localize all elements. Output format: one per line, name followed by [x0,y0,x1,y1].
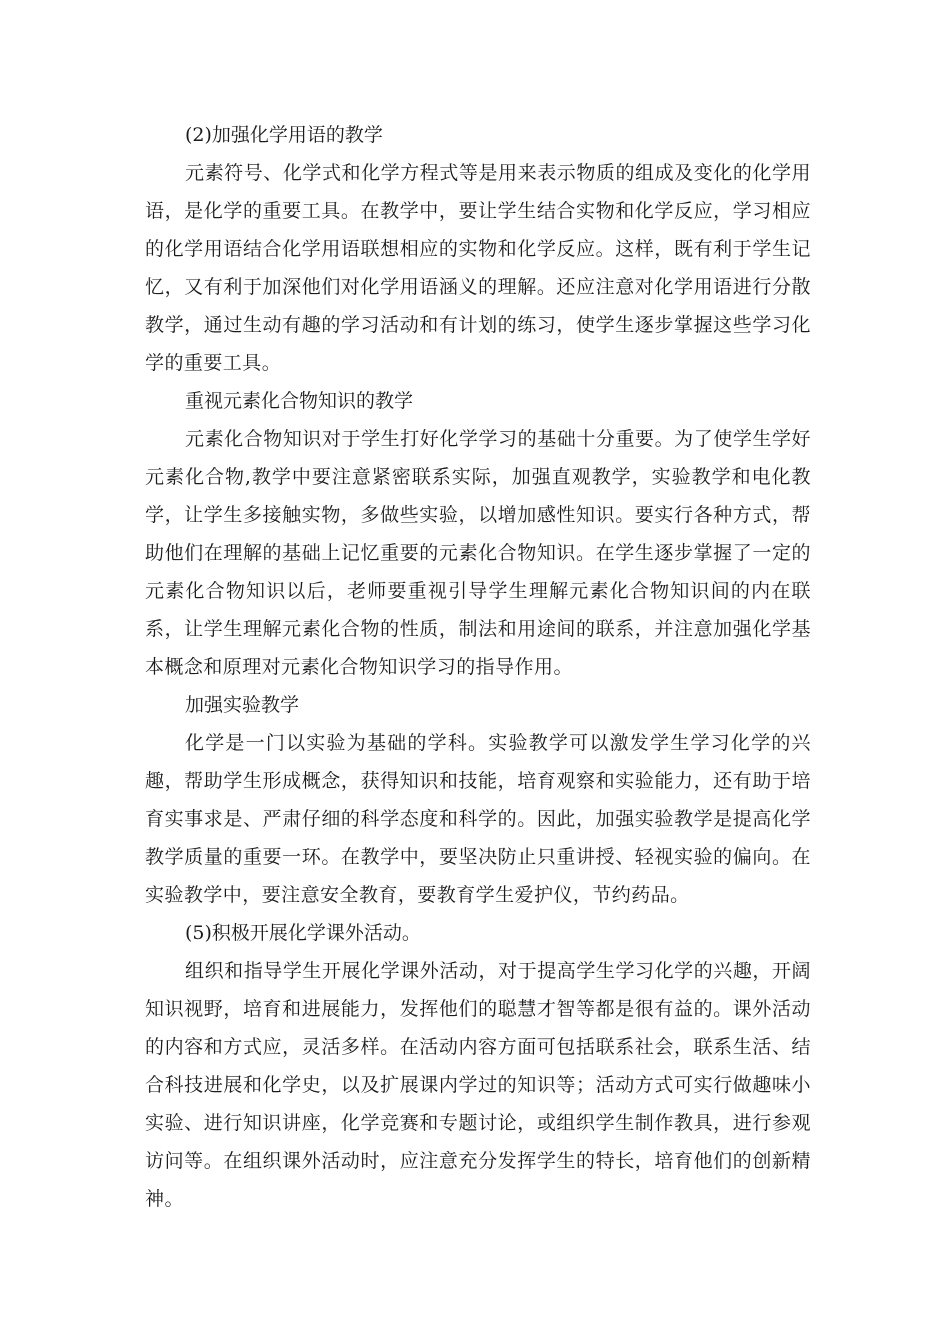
section-heading-extracurricular: (5)积极开展化学课外活动。 [185,922,421,944]
document-body [145,116,811,1218]
section-heading-chemical-terms: (2)加强化学用语的教学 [185,124,383,146]
section-paragraph-chemical-terms: 元素符号、化学式和化学方程式等是用来表示物质的组成及变化的化学用语，是化学的重要工具。在教学中，要让学生结合实物和化学反应，学习相应的化学用语结合化学用语联想相应的实物和化学反应。这样，既有利于学生记忆，又有利于加深他们对化学用语涵义的理解。还应注意对化学用语进行分散教学，通过生动有趣的学习活动和有计划的练习，使学生逐步掌握这些学习化学的重要工具。 [145,162,811,374]
section-heading-experiment-teaching: 加强实验教学 [185,694,300,716]
section-paragraph-element-compounds: 元素化合物知识对于学生打好化学学习的基础十分重要。为了使学生学好元素化合物,教学中要注意紧密联系实际，加强直观教学，实验教学和电化教学，让学生多接触实物，多做些实验，以增加感性知识。要实行各种方式，帮助他们在理解的基础上记忆重要的元素化合物知识。在学生逐步掌握了一定的元素化合物知识以后，老师要重视引导学生理解元素化合物知识间的内在联系，让学生理解元素化合物的性质，制法和用途间的联系，并注意加强化学基本概念和原理对元素化合物知识学习的指导作用。 [145,428,811,678]
section-paragraph-experiment-teaching: 化学是一门以实验为基础的学科。实验教学可以激发学生学习化学的兴趣，帮助学生形成概念，获得知识和技能，培育观察和实验能力，还有助于培育实事求是、严肃仔细的科学态度和科学的。因此，加强实验教学是提高化学教学质量的重要一环。在教学中，要坚决防止只重讲授、轻视实验的偏向。在实验教学中，要注意安全教育，要教育学生爱护仪，节约药品。 [145,732,811,906]
section-paragraph-extracurricular: 组织和指导学生开展化学课外活动，对于提高学生学习化学的兴趣，开阔知识视野，培育和进展能力，发挥他们的聪慧才智等都是很有益的。课外活动的内容和方式应，灵活多样。在活动内容方面可包括联系社会，联系生活、结合科技进展和化学史，以及扩展课内学过的知识等；活动方式可实行做趣味小实验、进行知识讲座，化学竞赛和专题讨论，或组织学生制作教具，进行参观访问等。在组织课外活动时，应注意充分发挥学生的特长，培育他们的创新精神。 [145,960,811,1210]
section-heading-element-compounds: 重视元素化合物知识的教学 [185,390,414,412]
